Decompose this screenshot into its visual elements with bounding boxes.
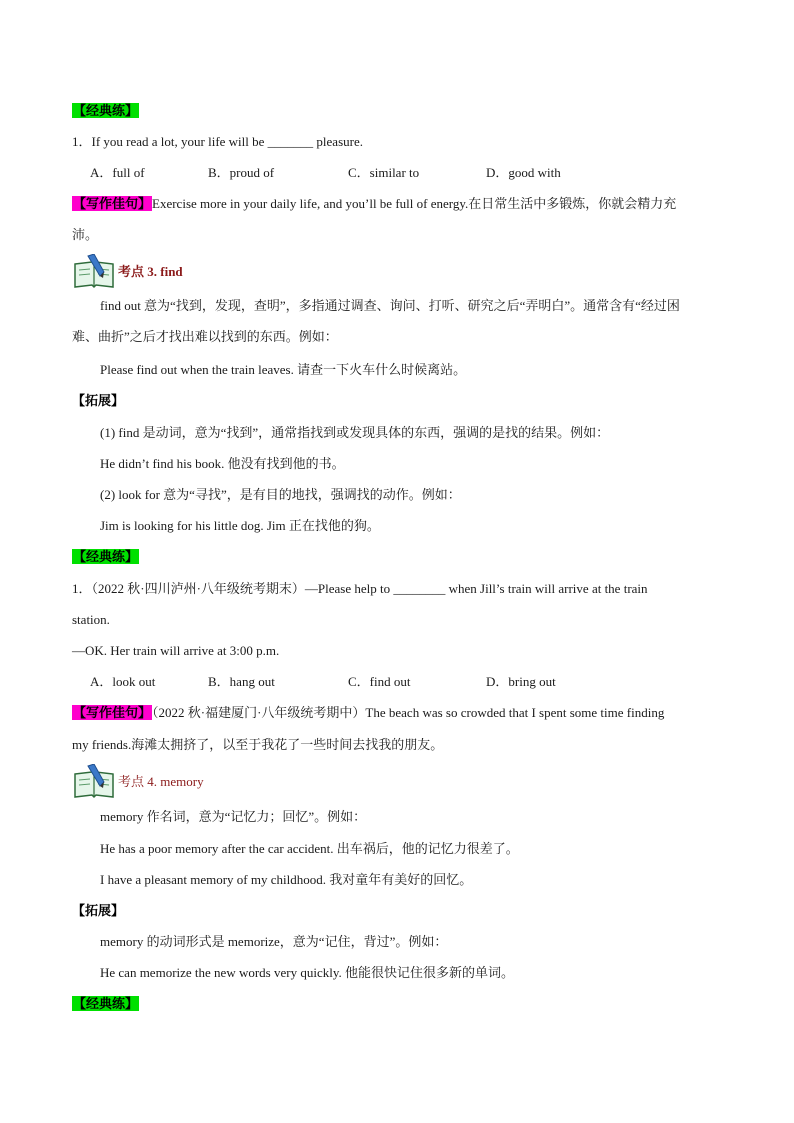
question-reply: —OK. Her train will arrive at 3:00 p.m. — [72, 643, 280, 658]
writing-sentence: 【写作佳句】Exercise more in your daily life, and you’ll be full of energy.在日常生活中多锻炼，你就会精力充 — [73, 196, 677, 211]
writing-sentence: 【写作佳句】（2022 秋·福建厦门·八年级统考期中）The beach was so crowded that I spent some time finding — [73, 705, 665, 720]
question-text-cont: station. — [72, 612, 110, 627]
section-tag-practice: 【经典练】 — [73, 549, 139, 564]
expand-item: (2) look for 意为“寻找”，是有目的地找，强调找的动作。例如： — [100, 487, 461, 502]
book-pencil-icon — [72, 254, 116, 290]
example-sentence: I have a pleasant memory of my childhood. 我对童年有美好的回忆。 — [100, 872, 473, 887]
writing-sentence-cont: my friends.海滩太拥挤了，以至于我花了一些时间去找我的朋友。 — [72, 737, 444, 752]
question-text: 1．（2022 秋·四川泸州·八年级统考期末）—Please help to ________ when Jill’s train will arrive at the train — [72, 581, 648, 596]
example-sentence: Jim is looking for his little dog. Jim 正在找他的狗。 — [100, 518, 380, 533]
paragraph: find out 意为“找到，发现，查明”，多指通过调查、询问、打听、研究之后“弄明白”。通常含有“经过困 — [100, 298, 680, 313]
expand-heading: 【拓展】 — [72, 393, 125, 408]
option-b: B．proud of — [208, 165, 275, 180]
option-a: A．look out — [90, 674, 156, 689]
book-pencil-icon — [72, 764, 116, 800]
example-sentence: He can memorize the new words very quickly. 他能很快记住很多新的单词。 — [100, 965, 514, 980]
example-sentence: He has a poor memory after the car accident. 出车祸后，他的记忆力很差了。 — [100, 841, 519, 856]
option-c: C．similar to — [348, 165, 420, 180]
section-tag-practice: 【经典练】 — [73, 996, 139, 1011]
kaodian-title: 考点 3. find — [118, 264, 183, 279]
example-sentence: He didn’t find his book. 他没有找到他的书。 — [100, 456, 345, 471]
paragraph-cont: 难、曲折”之后才找出难以找到的东西。例如： — [72, 329, 338, 344]
expand-heading: 【拓展】 — [72, 903, 125, 918]
option-a: A．full of — [90, 165, 145, 180]
option-d: D．bring out — [486, 674, 556, 689]
question-text: 1．If you read a lot, your life will be _______ pleasure. — [72, 134, 363, 149]
option-c: C．find out — [348, 674, 411, 689]
expand-item: memory 的动词形式是 memorize，意为“记住，背过”。例如： — [100, 934, 448, 949]
expand-item: (1) find 是动词，意为“找到”，通常指找到或发现具体的东西，强调的是找的结果。例如： — [100, 425, 610, 440]
example-sentence: Please find out when the train leaves. 请查一下火车什么时候离站。 — [100, 362, 467, 377]
writing-sentence-cont: 沛。 — [72, 227, 99, 242]
paragraph: memory 作名词，意为“记忆力；回忆”。例如： — [100, 809, 367, 824]
option-d: D．good with — [486, 165, 561, 180]
section-tag-practice: 【经典练】 — [73, 103, 139, 118]
kaodian-title: 考点 4. memory — [118, 774, 204, 789]
option-b: B．hang out — [208, 674, 275, 689]
